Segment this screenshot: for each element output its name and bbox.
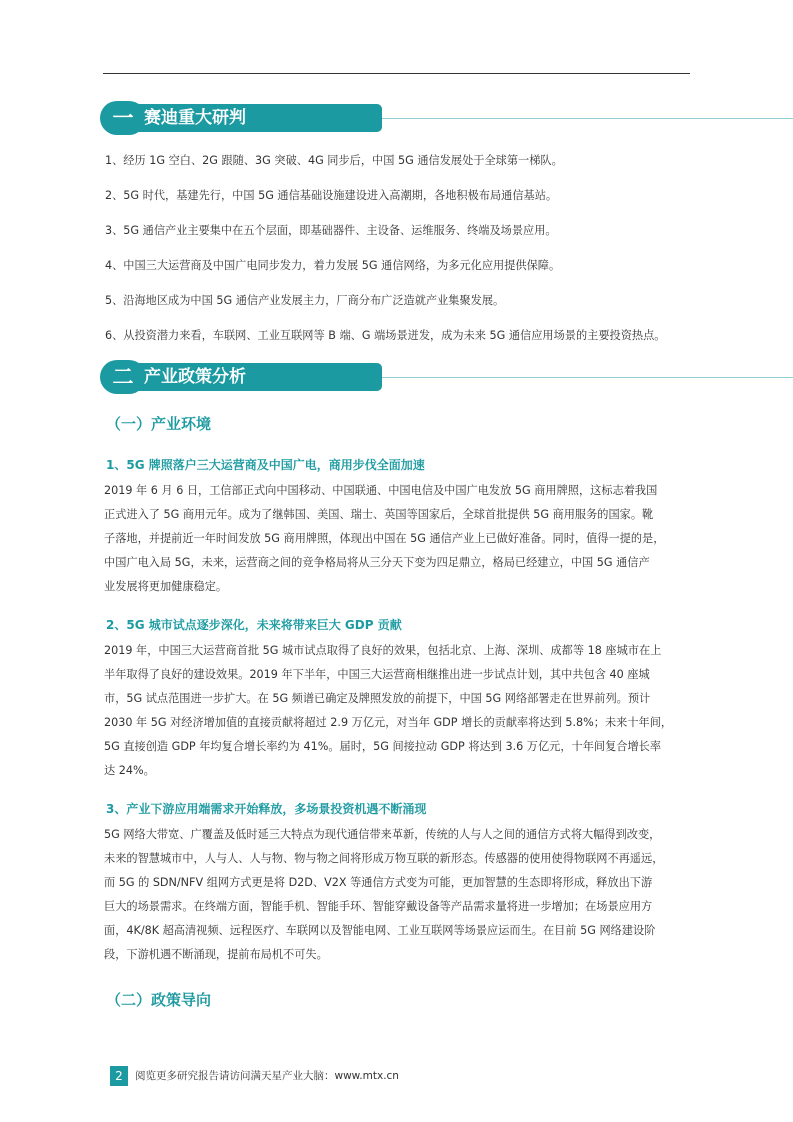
judgment-item: 4、中国三大运营商及中国广电同步发力，着力发展 5G 通信网络，为多元化应用提供保障。 <box>105 259 561 272</box>
page-number: 2 <box>110 1066 128 1086</box>
judgment-item: 2、5G 时代，基建先行，中国 5G 通信基础设施建设进入高潮期，各地积极布局通信基站。 <box>105 189 558 202</box>
judgment-item: 6、从投资潜力来看，车联网、工业互联网等 B 端、G 端场景迸发，成为未来 5G 通信应用场景的主要投资热点。 <box>105 329 666 342</box>
section-number-badge: 二 <box>100 360 146 394</box>
paragraph-line: 段，下游机遇不断涌现，提前布局机不可失。 <box>104 948 328 961</box>
paragraph-line: 2019 年，中国三大运营商首批 5G 城市试点取得了良好的效果，包括北京、上海、深圳、成都等 18 座城市在上 <box>104 644 662 657</box>
subsection-heading-policy-guidance: （二）政策导向 <box>106 991 212 1009</box>
judgment-item: 5、沿海地区成为中国 5G 通信产业发展主力，厂商分布广泛造就产业集聚发展。 <box>105 294 505 307</box>
block-heading: 2、5G 城市试点逐步深化，未来将带来巨大 GDP 贡献 <box>106 618 402 632</box>
block-heading: 3、产业下游应用端需求开始释放，多场景投资机遇不断涌现 <box>106 802 427 816</box>
paragraph-line: 未来的智慧城市中，人与人、人与物、物与物之间将形成万物互联的新形态。传感器的使用使得物联网不再遥远， <box>104 852 664 865</box>
section-title: 产业政策分析 <box>144 367 246 387</box>
paragraph-line: 子落地，并提前近一年时间发放 5G 商用牌照，体现出中国在 5G 通信产业上已做好准备。同时，值得一提的是， <box>104 532 665 545</box>
section-rule <box>382 118 793 119</box>
header-rule <box>103 73 690 74</box>
paragraph-line: 而 5G 的 SDN/NFV 组网方式更是将 D2D、V2X 等通信方式变为可能，更加智慧的生态即将形成，释放出下游 <box>104 876 653 889</box>
paragraph-line: 2019 年 6 月 6 日，工信部正式向中国移动、中国联通、中国电信及中国广电发放 5G 商用牌照，这标志着我国 <box>104 484 658 497</box>
block-heading: 1、5G 牌照落户三大运营商及中国广电，商用步伐全面加速 <box>106 458 425 472</box>
section-header-2 <box>100 360 730 396</box>
paragraph-line: 5G 直接创造 GDP 年均复合增长率约为 41%。届时，5G 间接拉动 GDP 将达到 3.6 万亿元，十年间复合增长率 <box>104 740 662 753</box>
judgment-item: 1、经历 1G 空白、2G 跟随、3G 突破、4G 同步后，中国 5G 通信发展处于全球第一梯队。 <box>105 154 563 167</box>
section-header-1 <box>100 101 730 137</box>
judgment-item: 3、5G 通信产业主要集中在五个层面，即基础器件、主设备、运维服务、终端及场景应用。 <box>105 224 557 237</box>
paragraph-line: 中国广电入局 5G，未来，运营商之间的竞争格局将从三分天下变为四足鼎立，格局已经建立，中国 5G 通信产 <box>104 556 650 569</box>
paragraph-line: 面，4K/8K 超高清视频、远程医疗、车联网以及智能电网、工业互联网等场景应运而生。在目前 5G 网络建设阶 <box>104 924 656 937</box>
paragraph-line: 业发展将更加健康稳定。 <box>104 580 228 593</box>
paragraph-line: 巨大的场景需求。在终端方面，智能手机、智能手环、智能穿戴设备等产品需求量将进一步增加；在场景应用方 <box>104 900 653 913</box>
paragraph-line: 2030 年 5G 对经济增加值的直接贡献将超过 2.9 万亿元，对当年 GDP 增长的贡献率将达到 5.8%；未来十年间， <box>104 716 673 729</box>
paragraph-line: 正式进入了 5G 商用元年。成为了继韩国、美国、瑞士、英国等国家后，全球首批提供 5G 商用服务的国家。靴 <box>104 508 654 521</box>
section-number-badge: 一 <box>100 101 146 135</box>
paragraph-line: 半年取得了良好的建设效果。2019 年下半年，中国三大运营商相继推出进一步试点计划，其中共包含 40 座城 <box>104 668 650 681</box>
paragraph-line: 达 24%。 <box>104 764 155 777</box>
footer-link-text[interactable]: 阅览更多研究报告请访问满天星产业大脑：www.mtx.cn <box>135 1070 399 1082</box>
section-title: 赛迪重大研判 <box>144 108 246 128</box>
section-rule <box>382 377 793 378</box>
paragraph-line: 市，5G 试点范围进一步扩大。在 5G 频谱已确定及牌照发放的前提下，中国 5G 网络部署走在世界前列。预计 <box>104 692 651 705</box>
subsection-heading-industry-environment: （一）产业环境 <box>106 415 212 433</box>
paragraph-line: 5G 网络大带宽、广覆盖及低时延三大特点为现代通信带来革新，传统的人与人之间的通信方式将大幅得到改变， <box>104 828 661 841</box>
